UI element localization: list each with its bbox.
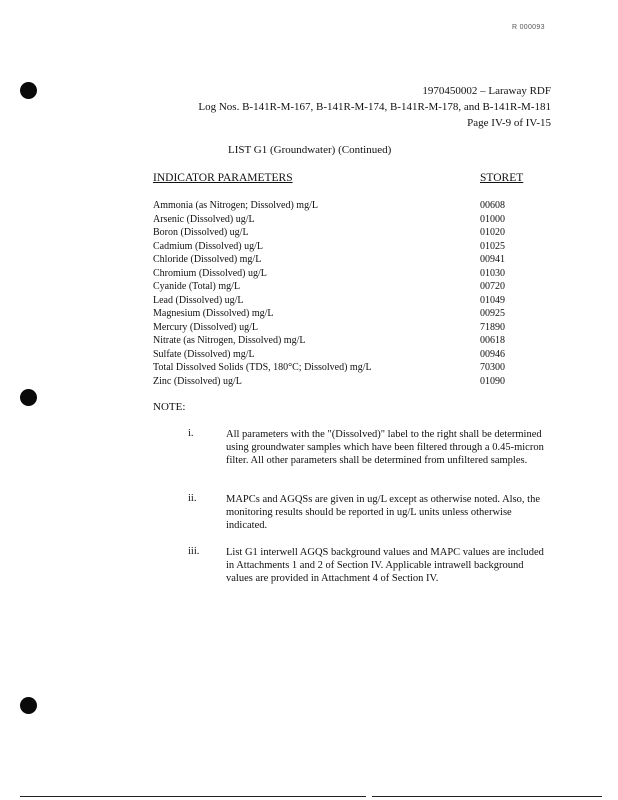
note-text: List G1 interwell AGQS background values and MAPC values are included in Attachments 1 and 2 of Section IV. Applicable intrawell background values are provided in Attachment 4 of Section IV. (226, 547, 544, 584)
parameter-name: Nitrate (as Nitrogen, Dissolved) mg/L (153, 335, 306, 346)
parameter-name: Mercury (Dissolved) ug/L (153, 321, 258, 333)
parameter-name: Magnesium (Dissolved) mg/L (153, 308, 274, 319)
parameter-list (153, 199, 505, 388)
parameter-name: Arsenic (Dissolved) ug/L (153, 213, 255, 225)
note-number: i. (188, 428, 194, 439)
parameter-name: Total Dissolved Solids (TDS, 180°C; Dissolved) mg/L (153, 362, 372, 373)
parameter-row (153, 213, 505, 227)
storet-code: 70300 (480, 362, 505, 373)
parameter-row (153, 280, 505, 294)
storet-code: 01000 (480, 213, 505, 225)
list-title: LIST G1 (Groundwater) (Continued) (228, 144, 392, 156)
parameter-name: Zinc (Dissolved) ug/L (153, 375, 242, 387)
parameter-row (153, 375, 505, 389)
storet-code: 01025 (480, 240, 505, 252)
storet-code: 00618 (480, 335, 505, 346)
column-header-storet: STORET (480, 172, 524, 184)
parameter-row (153, 334, 505, 348)
note-number: ii. (188, 493, 197, 504)
parameter-row (153, 294, 505, 308)
parameter-row (153, 267, 505, 281)
parameter-row (153, 199, 505, 213)
footer-rule (372, 796, 602, 797)
storet-code: 01030 (480, 267, 505, 279)
note-label: NOTE: (153, 401, 186, 413)
page-stamp: R 000093 (512, 24, 545, 31)
parameter-row (153, 226, 505, 240)
footer-rule (20, 796, 366, 797)
parameter-row (153, 240, 505, 254)
parameter-row (153, 321, 505, 335)
header-facility: 1970450002 – Laraway RDF (422, 85, 551, 97)
punch-hole (20, 389, 37, 406)
note-number: iii. (188, 546, 200, 557)
parameter-row (153, 348, 505, 362)
storet-code: 00720 (480, 281, 505, 292)
parameter-row (153, 361, 505, 375)
note-text: MAPCs and AGQSs are given in ug/L except as otherwise noted. Also, the monitoring results should be reported in ug/L units unless otherwise indicated. (226, 494, 540, 531)
note-text: All parameters with the "(Dissolved)" label to the right shall be determined using groundwater samples which have been filtered through a 0.45-micron filter. All other parameters shall be determined from unfiltered samples. (226, 429, 544, 466)
parameter-name: Chromium (Dissolved) ug/L (153, 267, 267, 279)
storet-code: 00941 (480, 254, 505, 265)
parameter-name: Cyanide (Total) mg/L (153, 281, 241, 292)
storet-code: 00946 (480, 348, 505, 360)
column-header-parameters: INDICATOR PARAMETERS (153, 172, 293, 184)
storet-code: 00608 (480, 200, 505, 211)
parameter-name: Chloride (Dissolved) mg/L (153, 254, 262, 265)
storet-code: 00925 (480, 308, 505, 319)
parameter-name: Sulfate (Dissolved) mg/L (153, 348, 255, 360)
parameter-name: Lead (Dissolved) ug/L (153, 294, 244, 306)
parameter-row (153, 253, 505, 267)
parameter-name: Boron (Dissolved) ug/L (153, 227, 249, 238)
parameter-name: Ammonia (as Nitrogen; Dissolved) mg/L (153, 200, 318, 211)
storet-code: 01090 (480, 375, 505, 387)
storet-code: 01049 (480, 294, 505, 306)
parameter-name: Cadmium (Dissolved) ug/L (153, 240, 263, 252)
punch-hole (20, 697, 37, 714)
header-log-numbers: Log Nos. B-141R-M-167, B-141R-M-174, B-141R-M-178, and B-141R-M-181 (198, 101, 551, 113)
storet-code: 01020 (480, 227, 505, 238)
storet-code: 71890 (480, 321, 505, 333)
parameter-row (153, 307, 505, 321)
header-page-number: Page IV-9 of IV-15 (467, 117, 551, 129)
punch-hole (20, 82, 37, 99)
